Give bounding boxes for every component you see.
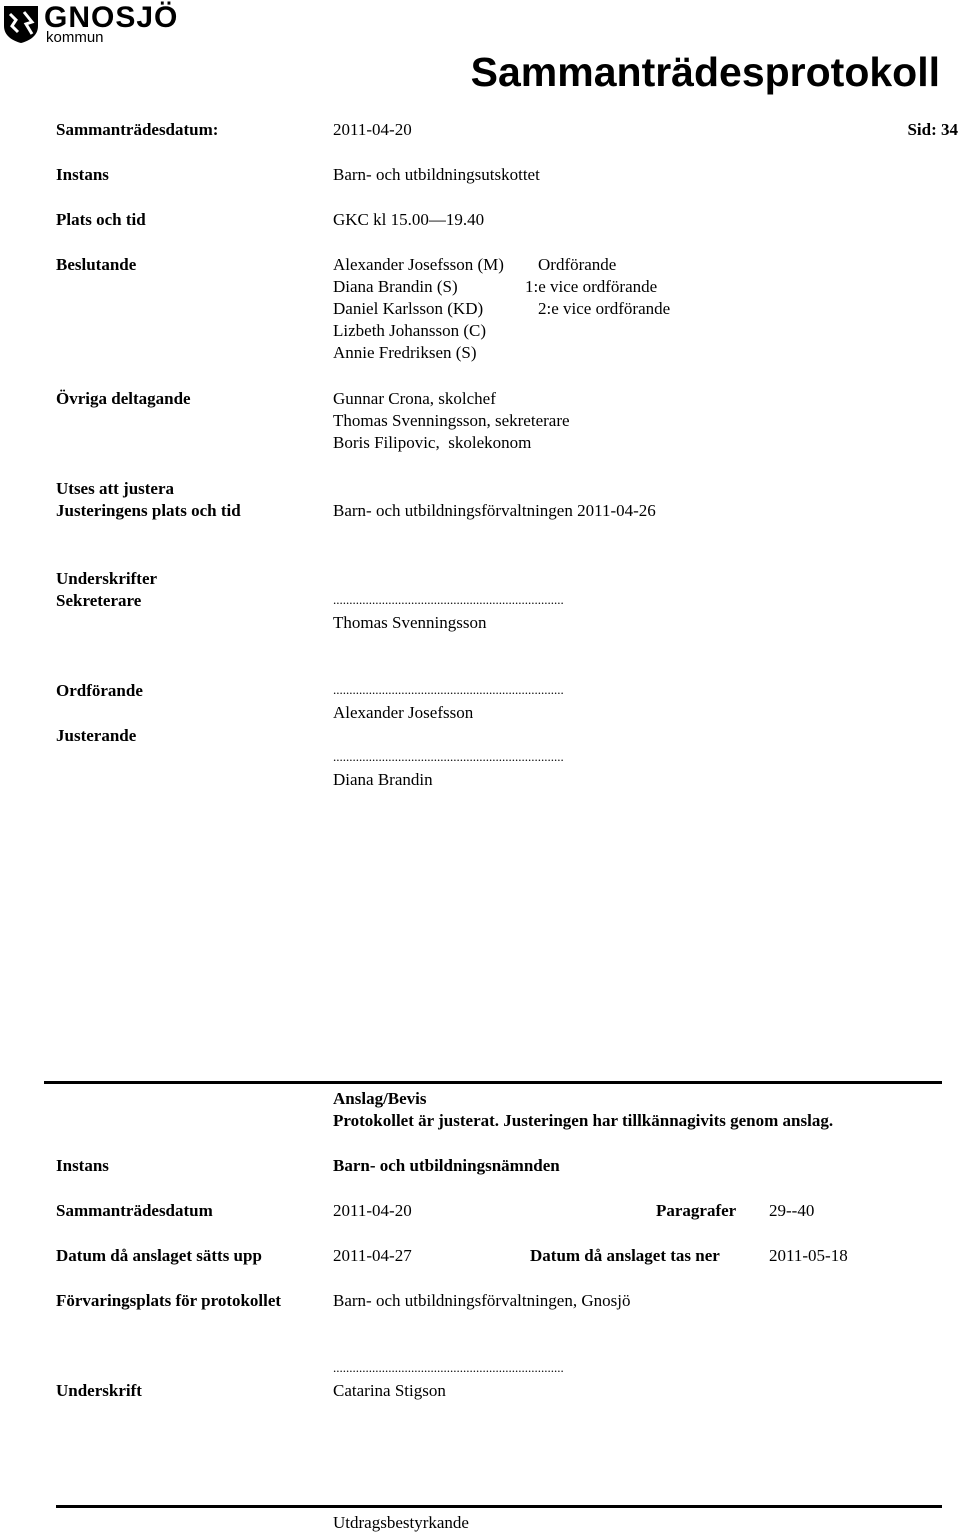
beslutande-label: Beslutande	[56, 255, 137, 274]
beslutande-name: Alexander Josefsson (M)	[333, 255, 504, 274]
underskrift-name: Catarina Stigson	[333, 1381, 446, 1400]
utses-label: Utses att justera	[56, 479, 175, 498]
anslag-instans-label: Instans	[56, 1156, 109, 1175]
anslag-subheading: Protokollet är justerat. Justeringen har tillkännagivits genom anslag.	[333, 1111, 834, 1130]
forvaring-value: Barn- och utbildningsförvaltningen, Gnosjö	[333, 1291, 631, 1310]
ovriga-item: Thomas Svenningsson, sekreterare	[333, 411, 570, 430]
justeringens-value: Barn- och utbildningsförvaltningen 2011-04-26	[333, 501, 656, 520]
instans-value: Barn- och utbildningsutskottet	[333, 165, 540, 184]
beslutande-name: Annie Fredriksen (S)	[333, 343, 477, 362]
ovriga-label: Övriga deltagande	[56, 389, 191, 408]
document-title: Sammanträdesprotokoll	[470, 49, 940, 95]
footer-label: Utdragsbestyrkande	[333, 1513, 469, 1532]
sekreterare-label: Sekreterare	[56, 591, 142, 610]
signatures-heading: Underskrifter	[56, 569, 158, 588]
logo-sub: kommun	[46, 29, 104, 46]
date-label: Sammanträdesdatum:	[56, 120, 219, 139]
ovriga-item: Boris Filipovic, skolekonom	[333, 433, 532, 452]
signature-line: .......................................................................	[333, 749, 564, 764]
beslutande-role: 2:e vice ordförande	[538, 299, 671, 318]
plats-value: GKC kl 15.00—19.40	[333, 210, 485, 229]
anslag-instans-value: Barn- och utbildningsnämnden	[333, 1156, 560, 1175]
satts-value: 2011-04-27	[333, 1246, 412, 1265]
date-value: 2011-04-20	[333, 120, 412, 139]
paragrafer-value: 29--40	[769, 1201, 815, 1220]
signature-line: .......................................................................	[333, 592, 564, 607]
justeringens-label: Justeringens plats och tid	[56, 501, 241, 520]
page-number: Sid: 34	[907, 120, 958, 139]
beslutande-role: 1:e vice ordförande	[525, 277, 658, 296]
ordforande-name: Alexander Josefsson	[333, 703, 474, 722]
justerande-label: Justerande	[56, 726, 137, 745]
beslutande-name: Lizbeth Johansson (C)	[333, 321, 486, 340]
anslag-divider	[44, 1081, 942, 1084]
satts-label: Datum då anslaget sätts upp	[56, 1246, 262, 1265]
beslutande-name: Diana Brandin (S)	[333, 277, 458, 296]
footer-divider	[56, 1505, 942, 1508]
ordforande-label: Ordförande	[56, 681, 143, 700]
sekreterare-name: Thomas Svenningsson	[333, 613, 487, 632]
logo	[2, 1, 179, 46]
anslag-heading: Anslag/Bevis	[333, 1089, 427, 1108]
paragrafer-label: Paragrafer	[656, 1201, 737, 1220]
justerande-name: Diana Brandin	[333, 770, 433, 789]
beslutande-role: Ordförande	[538, 255, 617, 274]
underskrift-label: Underskrift	[56, 1381, 142, 1400]
crest-icon	[2, 4, 40, 44]
anslag-date-value: 2011-04-20	[333, 1201, 412, 1220]
plats-label: Plats och tid	[56, 210, 146, 229]
tas-value: 2011-05-18	[769, 1246, 848, 1265]
beslutande-name: Daniel Karlsson (KD)	[333, 299, 484, 318]
ovriga-item: Gunnar Crona, skolchef	[333, 389, 496, 408]
anslag-date-label: Sammanträdesdatum	[56, 1201, 213, 1220]
forvaring-label: Förvaringsplats för protokollet	[56, 1291, 282, 1310]
signature-line: .......................................................................	[333, 682, 564, 697]
logo-name: GNOSJÖ	[44, 1, 179, 34]
instans-label: Instans	[56, 165, 109, 184]
tas-label: Datum då anslaget tas ner	[530, 1246, 720, 1265]
signature-line: .......................................................................	[333, 1360, 564, 1375]
